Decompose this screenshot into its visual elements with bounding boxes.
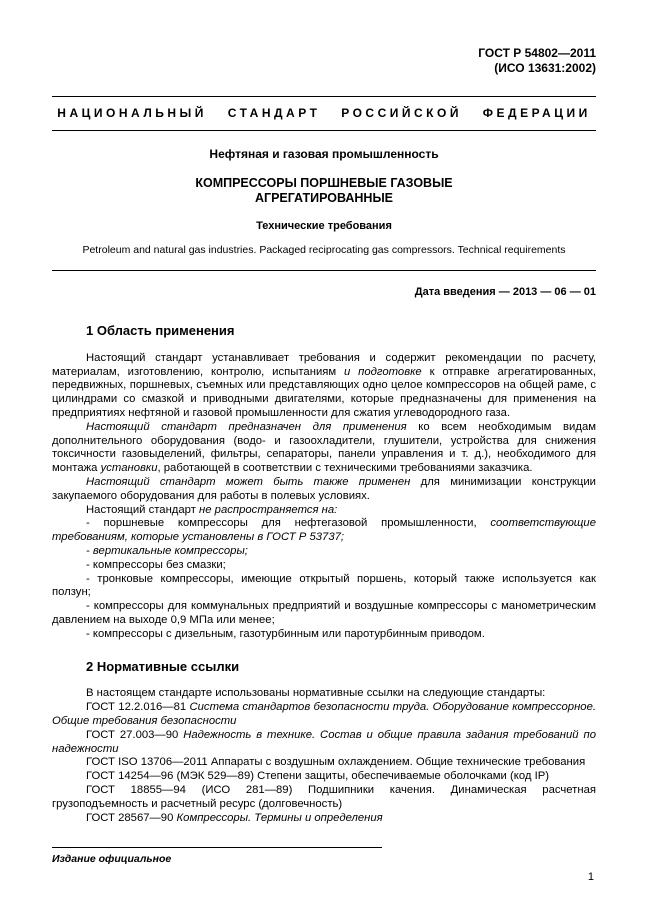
paragraph-run-italic: Настоящий стандарт предназначен для применения xyxy=(86,420,407,433)
official-edition-label: Издание официальное xyxy=(52,853,172,865)
paragraph-run-italic: Настоящий стандарт может быть также применен xyxy=(86,475,411,488)
paragraph-run: ГОСТ 28567—90 xyxy=(86,811,177,824)
paragraph-run-italic: Компрессоры. Термины и определения xyxy=(176,811,383,824)
divider-rule xyxy=(52,270,596,271)
paragraph-run: - поршневые компрессоры для нефтегазовой промышленности, xyxy=(86,517,491,530)
paragraph-run-italic: установки xyxy=(100,462,158,475)
paragraph-run: В настоящем стандарте использованы нормативные ссылки на следующие стандарты: xyxy=(86,687,546,700)
paragraph xyxy=(52,545,596,559)
footer-rule xyxy=(52,847,382,848)
main-title-line2: АГРЕГАТИРОВАННЫЕ xyxy=(254,191,394,205)
paragraph xyxy=(52,812,596,826)
paragraph-run: для минимизации конструкции закупаемого оборудования для работы в полевых условиях. xyxy=(52,475,596,502)
introduction-date: Дата введения — 2013 — 06 — 01 xyxy=(414,286,596,298)
paragraph-run: ГОСТ 18855—94 (ИСО 281—89) Подшипники качения. Динамическая расчетная грузоподъемность и расчетный ресурс (долговечность) xyxy=(52,783,596,810)
paragraph xyxy=(52,504,596,518)
industry-subject: Нефтяная и газовая промышленность xyxy=(209,147,439,161)
paragraph xyxy=(52,784,596,812)
title-block xyxy=(52,147,596,256)
main-title-line1: КОМПРЕССОРЫ ПОРШНЕВЫЕ ГАЗОВЫЕ xyxy=(195,176,453,190)
document-code-line1: ГОСТ Р 54802—2011 xyxy=(478,46,596,60)
paragraph-run: ко всем необходимым видам дополнительного оборудования (водо- и газоохладители, глушители, устройства для снижения токсичности газовыделений, фильтры, сепараторы, панели управления и т. д.), необходимого для монтажа xyxy=(52,420,596,475)
paragraph xyxy=(52,687,596,701)
paragraph xyxy=(52,476,596,504)
paragraph-run-italic: - вертикальные компрессоры; xyxy=(86,544,248,557)
paragraph xyxy=(52,352,596,421)
paragraph-run: - компрессоры без смазки; xyxy=(86,558,226,571)
document-code-line2: (ИСО 13631:2002) xyxy=(494,61,596,75)
paragraph xyxy=(52,701,596,729)
page-footer xyxy=(52,847,596,889)
section-heading: 1 Область применения xyxy=(86,323,235,338)
paragraph-run: - тронковые компрессоры, имеющие открытый поршень, который также используется как ползун; xyxy=(52,572,596,599)
paragraph-run-italic: не распространяется на: xyxy=(199,503,338,516)
document-body xyxy=(52,324,596,825)
paragraph-run: - компрессоры с дизельным, газотурбинным или паротурбинным приводом. xyxy=(86,627,485,640)
main-title xyxy=(52,176,596,206)
page-number: 1 xyxy=(587,871,594,883)
paragraph-run-italic: Система стандартов безопасности труда. Оборудование компрессорное. Общие требования безопасности xyxy=(52,701,597,727)
paragraph xyxy=(52,517,596,545)
paragraph xyxy=(52,600,596,628)
paragraph xyxy=(52,770,596,784)
english-title: Petroleum and natural gas industries. Packaged reciprocating gas compressors. Technical requirements xyxy=(82,244,566,256)
paragraph-run: ГОСТ 12.2.016—81 xyxy=(86,701,190,714)
paragraph-run-italic: соответствующие требованиям, которые установлены в ГОСТ Р 53737; xyxy=(52,517,596,544)
paragraph-run: к отправке агрегатированных, передвижных, поршневых, съемных или представляющих одно целое компрессоров на общей раме, с цилиндрами со смазкой и приводными двигателями, которые предназначены для применения на предприятиях нефтяной и газовой промышленности для сжатия углеводородного газа. xyxy=(52,365,596,419)
paragraph xyxy=(52,729,596,757)
paragraph-run: ГОСТ 14254—96 (МЭК 529—89) Степени защиты, обеспечиваемые оболочками (код IP) xyxy=(86,770,550,783)
paragraph xyxy=(52,421,596,476)
paragraph-run: ГОСТ ISO 13706—2011 Аппараты с воздушным охлаждением. Общие технические требования xyxy=(86,756,586,769)
paragraph-run: Настоящий стандарт xyxy=(86,503,200,516)
paragraph xyxy=(52,628,596,642)
paragraph xyxy=(52,573,596,601)
section-heading: 2 Нормативные ссылки xyxy=(86,658,240,674)
national-standard-title: НАЦИОНАЛЬНЫЙ СТАНДАРТ РОССИЙСКОЙ ФЕДЕРАЦИИ xyxy=(57,106,591,120)
subtitle: Технические требования xyxy=(256,220,392,232)
paragraph-run-italic: Надежность в технике. Состав и общие правила задания требований по надежности xyxy=(52,728,596,755)
paragraph xyxy=(52,756,596,770)
paragraph-run: - компрессоры для коммунальных предприятий и воздушные компрессоры с манометрическим давлением на выходе 0,9 МПа или менее; xyxy=(52,600,596,626)
national-standard-banner xyxy=(52,96,596,131)
paragraph-run: , работающей в соответствии с техническими требованиями заказчика. xyxy=(157,462,533,475)
document-code xyxy=(52,46,596,76)
paragraph-run: Настоящий стандарт устанавливает требования и содержит рекомендации по расчету, материалам, изготовлению, контролю, испытаниям xyxy=(52,351,596,378)
paragraph xyxy=(52,559,596,573)
paragraph-run-italic: и подготовке xyxy=(344,365,422,378)
paragraph-run: ГОСТ 27.003—90 xyxy=(86,728,184,741)
